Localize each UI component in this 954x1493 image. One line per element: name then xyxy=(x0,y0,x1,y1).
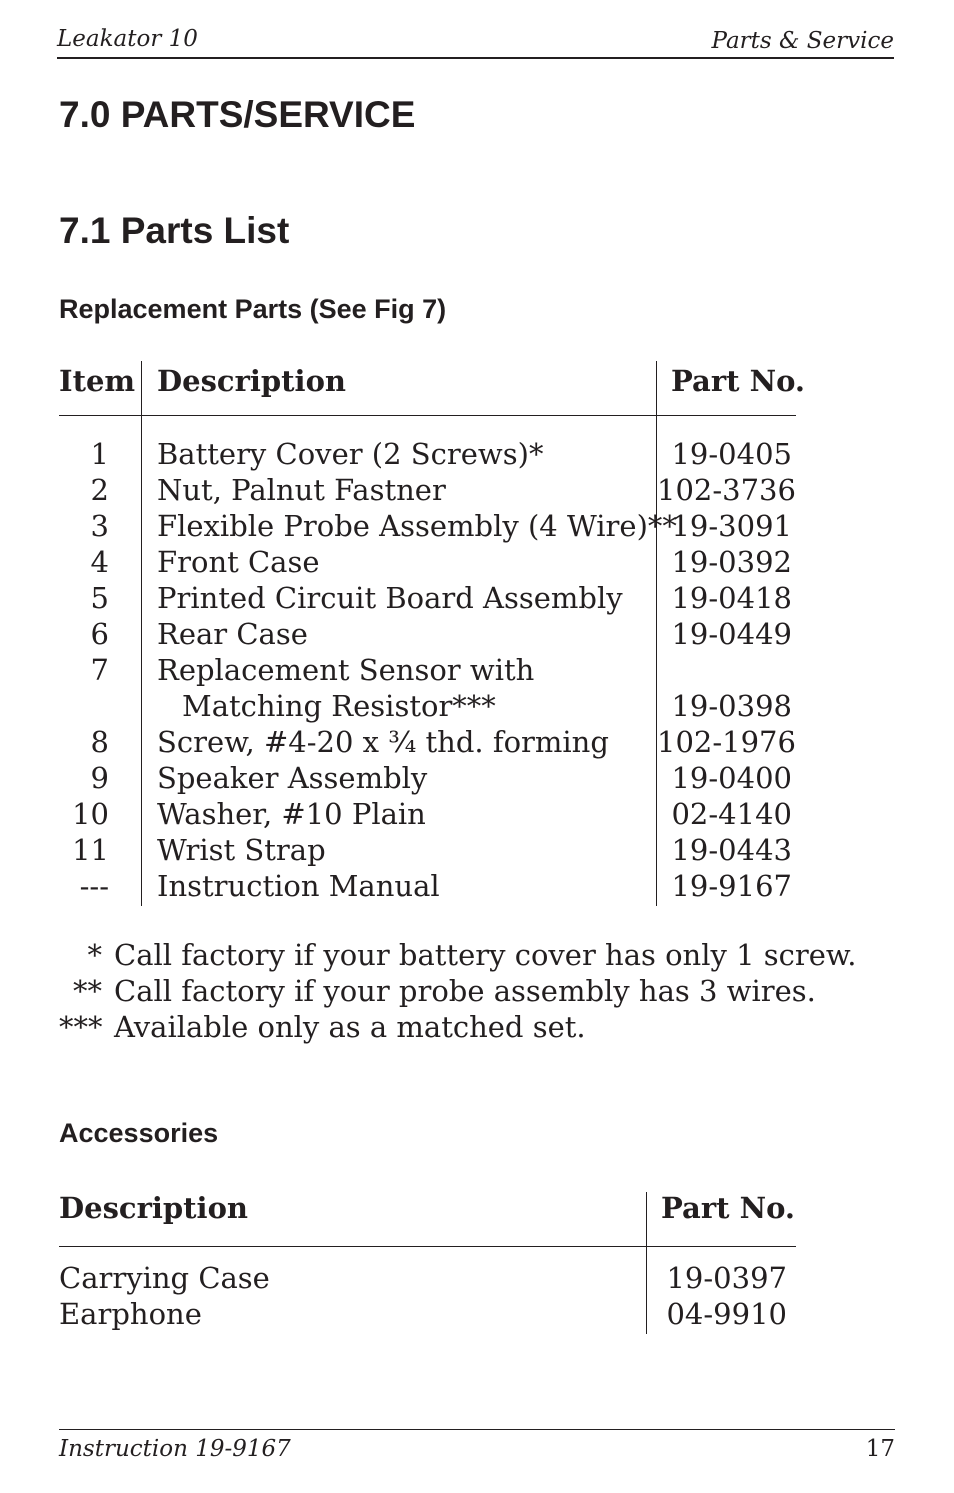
part-number: 19-0398 xyxy=(671,689,792,723)
part-number: 19-0405 xyxy=(671,437,792,471)
column-header-description: Description xyxy=(157,364,346,398)
accessories-heading: Accessories xyxy=(59,1118,219,1148)
part-number: 02-4140 xyxy=(671,797,792,831)
table-row xyxy=(59,581,799,617)
table-row xyxy=(59,437,799,473)
item-description: Flexible Probe Assembly (4 Wire)** xyxy=(157,509,677,543)
header-rule xyxy=(59,1246,796,1247)
item-number: 2 xyxy=(90,473,109,507)
part-number: 19-0443 xyxy=(671,833,792,867)
item-description: Rear Case xyxy=(157,617,308,651)
item-number: 5 xyxy=(90,581,109,615)
accessory-description: Earphone xyxy=(59,1297,202,1331)
replacement-parts-heading: Replacement Parts (See Fig 7) xyxy=(59,294,447,324)
accessory-description: Carrying Case xyxy=(59,1261,270,1295)
part-number: 19-0397 xyxy=(666,1261,787,1295)
page-number: 17 xyxy=(865,1436,895,1462)
item-description: Screw, #4-20 x ¾ thd. forming xyxy=(157,725,609,759)
subsection-heading: 7.1 Parts List xyxy=(59,210,290,251)
column-header-part-number: Part No. xyxy=(661,1191,796,1225)
item-number: 6 xyxy=(90,617,109,651)
item-number: 9 xyxy=(90,761,109,795)
header-section-name: Parts & Service xyxy=(711,28,894,54)
footnote-marker: ** xyxy=(73,974,102,1008)
accessories-table xyxy=(59,1192,799,1334)
item-description: Speaker Assembly xyxy=(157,761,428,795)
item-number: 4 xyxy=(90,545,109,579)
item-description: Washer, #10 Plain xyxy=(157,797,426,831)
table-row xyxy=(59,1261,799,1297)
item-description: Instruction Manual xyxy=(157,869,440,903)
column-header-part-number: Part No. xyxy=(671,364,806,398)
table-row xyxy=(59,509,799,545)
item-number: 7 xyxy=(90,653,109,687)
item-description: Nut, Palnut Fastner xyxy=(157,473,446,507)
table-row xyxy=(59,545,799,581)
item-number: 1 xyxy=(90,437,109,471)
item-number: 10 xyxy=(72,797,109,831)
item-description: Matching Resistor*** xyxy=(182,689,496,723)
footnote-marker: *** xyxy=(59,1010,103,1044)
footer-document-number: Instruction 19-9167 xyxy=(59,1436,291,1462)
table-row xyxy=(59,833,799,869)
part-number: 102-3736 xyxy=(657,473,796,507)
part-number: 19-3091 xyxy=(671,509,792,543)
page-header xyxy=(57,24,894,59)
item-description: Printed Circuit Board Assembly xyxy=(157,581,623,615)
table-row xyxy=(59,869,799,905)
table-row xyxy=(59,689,799,725)
section-heading: 7.0 PARTS/SERVICE xyxy=(59,94,416,135)
column-header-description: Description xyxy=(59,1191,248,1225)
table-row xyxy=(59,617,799,653)
item-description: Replacement Sensor with xyxy=(157,653,535,687)
item-number: 8 xyxy=(90,725,109,759)
item-description: Front Case xyxy=(157,545,320,579)
table-row xyxy=(59,473,799,509)
table-row xyxy=(59,761,799,797)
page-footer xyxy=(59,1429,895,1464)
table-row xyxy=(59,1297,799,1333)
item-number: 11 xyxy=(72,833,109,867)
column-header-item: Item xyxy=(59,364,136,398)
footnote-marker: * xyxy=(87,938,102,972)
table-row xyxy=(59,725,799,761)
part-number: 19-0449 xyxy=(671,617,792,651)
part-number: 19-0418 xyxy=(671,581,792,615)
part-number: 19-0392 xyxy=(671,545,792,579)
table-row xyxy=(59,653,799,689)
header-rule xyxy=(59,415,796,416)
part-number: 19-9167 xyxy=(671,869,792,903)
part-number: 04-9910 xyxy=(666,1297,787,1331)
table-row xyxy=(59,797,799,833)
replacement-parts-table xyxy=(59,361,806,906)
item-number: 3 xyxy=(90,509,109,543)
header-product-name: Leakator 10 xyxy=(57,26,198,52)
item-description: Wrist Strap xyxy=(157,833,326,867)
part-number: 19-0400 xyxy=(671,761,792,795)
footnote-text: Available only as a matched set. xyxy=(114,1010,586,1044)
footnote-text: Call factory if your battery cover has only 1 screw. xyxy=(114,938,857,972)
item-description: Battery Cover (2 Screws)* xyxy=(157,437,544,471)
item-number: --- xyxy=(79,869,109,903)
footnote-text: Call factory if your probe assembly has 3 wires. xyxy=(114,974,816,1008)
part-number: 102-1976 xyxy=(657,725,796,759)
